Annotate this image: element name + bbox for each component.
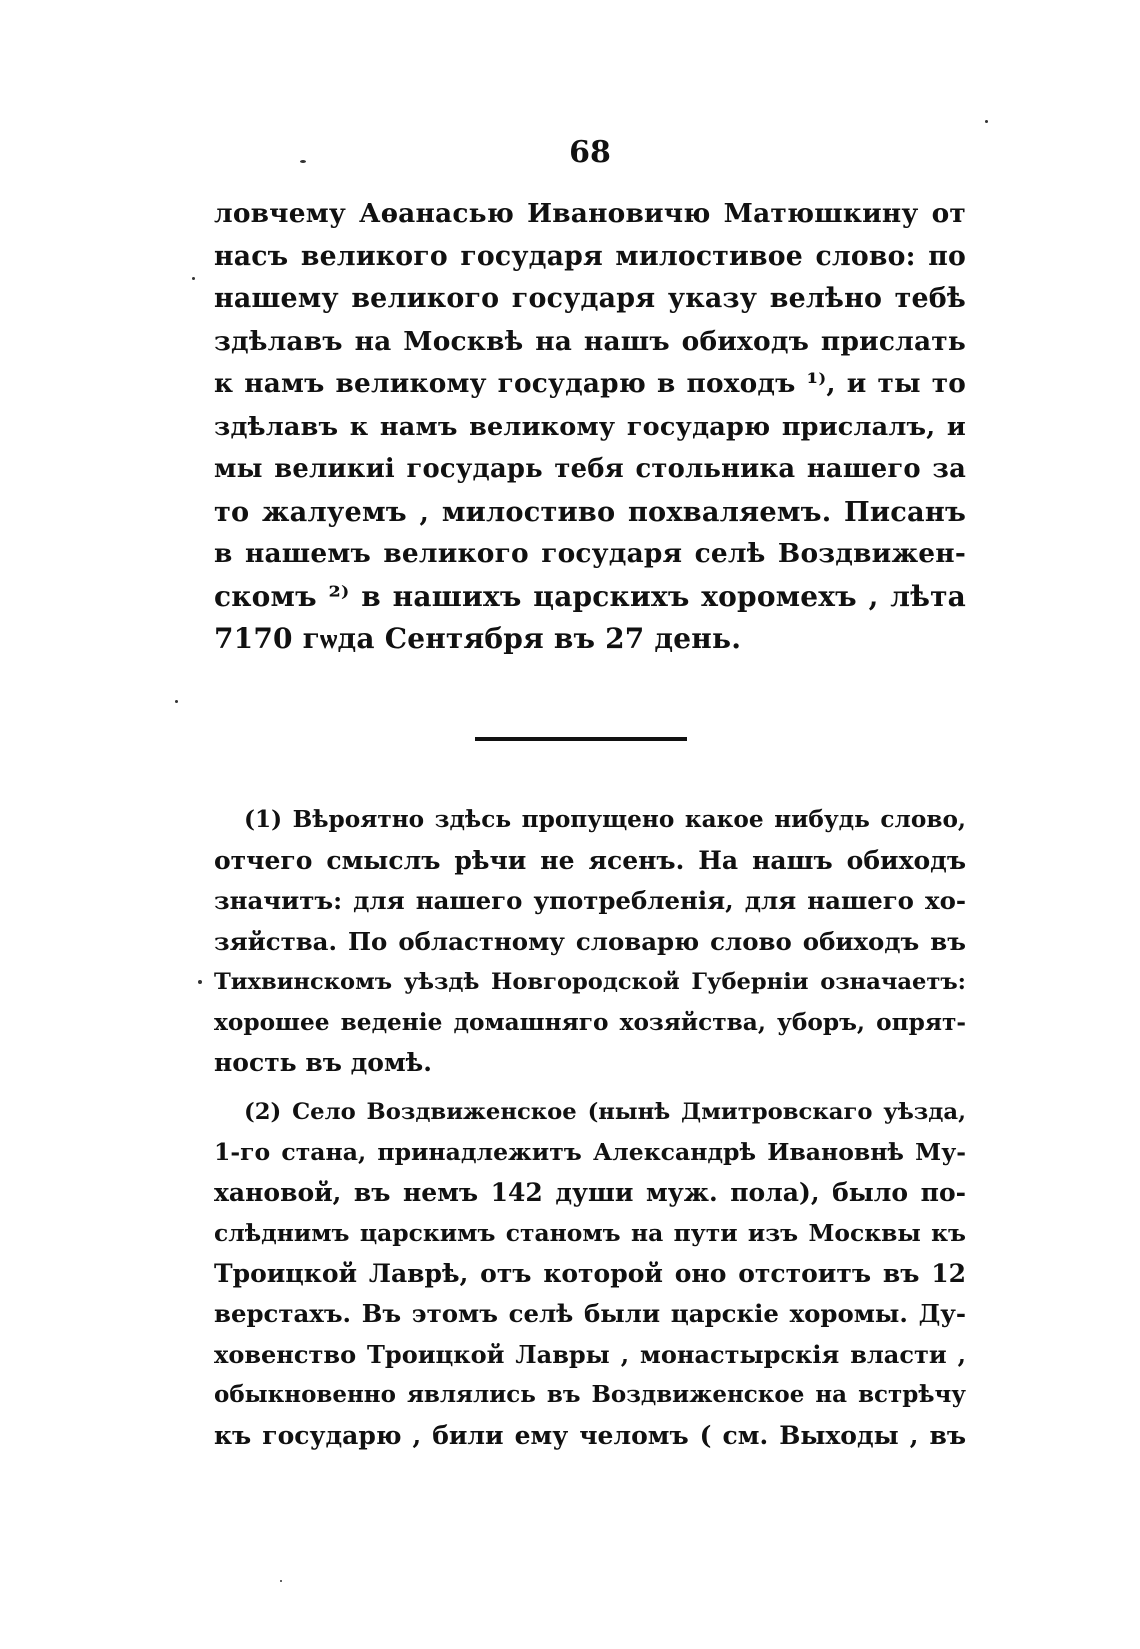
main-text-line: к намъ великому государю в походъ ¹⁾, и ты то [214, 368, 966, 399]
scan-speck [192, 277, 195, 280]
main-text-line: 7170 гѡда Сентября въ 27 день. [214, 622, 742, 655]
main-text-line: то жалуемъ , милостиво похваляемъ. Писанъ [214, 495, 966, 528]
footnote-1-line: зяйства. По областному словарю слово обиходъ въ [214, 926, 966, 956]
footnotes [214, 800, 966, 1456]
footnote-1-line: отчего смыслъ рѣчи не ясенъ. На нашъ обиходъ [214, 845, 966, 875]
page-number: 68 [569, 135, 611, 170]
footnote-1-line: ность въ домѣ. [214, 1048, 432, 1077]
footnote-2-line: хановой, въ немъ 142 души муж. пола), было по- [214, 1177, 966, 1207]
footnote-2-line: 1-го стана, принадлежитъ Александрѣ Ивановнѣ Му- [214, 1138, 966, 1166]
footnote-2-line: ховенство Троицкой Лавры , монастырскія власти , [214, 1339, 966, 1369]
main-text-line: мы великиі государь тебя стольника нашего за [214, 454, 966, 484]
main-text-line: ловчему Аѳанасью Ивановичю Матюшкину от [214, 198, 966, 229]
footnote-2-line: Троицкой Лаврѣ, отъ которой оно отстоитъ въ 12 [214, 1258, 966, 1288]
scan-speck [985, 120, 988, 123]
footnote-2-line: обыкновенно являлись въ Воздвиженское на встрѣчу [214, 1381, 966, 1408]
footnote-2-line: слѣднимъ царскимъ станомъ на пути изъ Москвы къ [214, 1219, 966, 1247]
main-text-block [214, 193, 966, 661]
footnote-1-line: Тихвинскомъ уѣздѣ Новгородской Губерніи означаетъ: [214, 969, 966, 995]
main-text-line: здѣлавъ на Москвѣ на нашъ обиходъ прислать [214, 325, 966, 357]
footnote-1-line: значитъ: для нашего употребленія, для нашего хо- [214, 886, 966, 915]
scan-speck [280, 1580, 282, 1582]
footnote-1-line: хорошее веденіе домашняго хозяйства, уборъ, опрят- [214, 1008, 966, 1036]
section-divider [475, 737, 687, 741]
footnote-1-line: (1) Вѣроятно здѣсь пропущено какое нибудь слово, [244, 806, 966, 833]
footnote-spacer [214, 1084, 966, 1092]
scan-speck [300, 160, 306, 163]
main-text-line: здѣлавъ к намъ великому государю прислалъ, и [214, 411, 966, 442]
main-text-line: скомъ ²⁾ в нашихъ царскихъ хоромехъ , лѣта [214, 579, 966, 613]
footnote-2-line: (2) Село Воздвиженское (нынѣ Дмитровскаго уѣзда, [244, 1098, 966, 1125]
footnote-2-line: къ государю , били ему челомъ ( см. Выходы , въ [214, 1420, 966, 1450]
scan-speck [198, 980, 202, 984]
main-text-line: в нашемъ великого государя селѣ Воздвижен- [214, 538, 966, 569]
scan-speck [175, 700, 178, 703]
main-text-line: нашему великого государя указу велѣно тебѣ [214, 283, 966, 314]
main-text-line: насъ великого государя милостивое слово: по [214, 240, 966, 272]
footnote-2-line: верстахъ. Въ этомъ селѣ были царскіе хоромы. Ду- [214, 1299, 966, 1328]
